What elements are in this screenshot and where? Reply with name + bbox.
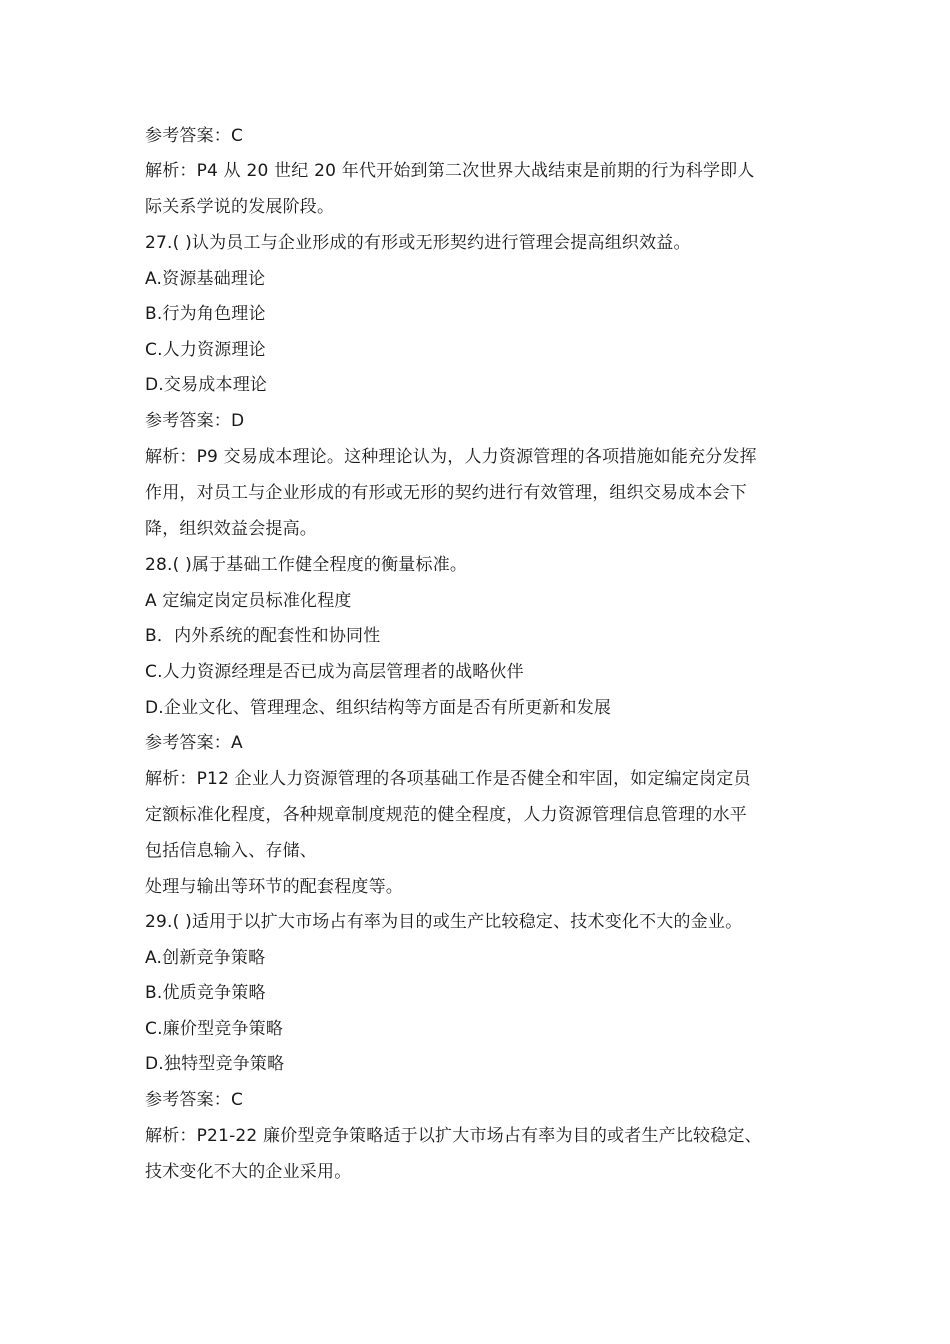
analysis-26-line-2: 际关系学说的发展阶段。 — [145, 197, 335, 217]
analysis-28-line-4: 处理与输出等环节的配套程度等。 — [145, 877, 403, 897]
option-27-d: D.交易成本理论 — [145, 375, 268, 395]
option-29-b: B.优质竞争策略 — [145, 983, 266, 1003]
analysis-27-line-3: 降，组织效益会提高。 — [145, 519, 317, 539]
answer-line-28: 参考答案：A — [145, 733, 243, 753]
analysis-28-line-3: 包括信息输入、存储、 — [145, 841, 317, 861]
answer-line-26: 参考答案：C — [145, 126, 244, 146]
option-28-d: D.企业文化、管理理念、组织结构等方面是否有所更新和发展 — [145, 698, 612, 718]
analysis-27-line-2: 作用，对员工与企业形成的有形或无形的契约进行有效管理，组织交易成本会下 — [145, 483, 747, 503]
answer-line-27: 参考答案：D — [145, 411, 245, 431]
analysis-29-line-2: 技术变化不大的企业采用。 — [145, 1162, 352, 1182]
option-27-b: B.行为角色理论 — [145, 304, 266, 324]
analysis-28-line-1: 解析：P12 企业人力资源管理的各项基础工作是否健全和牢固，如定编定岗定员 — [145, 769, 751, 789]
question-29: 29.( )适用于以扩大市场占有率为目的或生产比较稳定、技术变化不大的金业。 — [145, 912, 743, 932]
option-28-b: B．内外系统的配套性和协同性 — [145, 626, 381, 646]
analysis-29-line-1: 解析：P21-22 廉价型竞争策略适于以扩大市场占有率为目的或者生产比较稳定、 — [145, 1126, 762, 1146]
option-28-a: A 定编定岗定员标准化程度 — [145, 591, 352, 611]
answer-line-29: 参考答案：C — [145, 1090, 244, 1110]
analysis-26-line-1: 解析：P4 从 20 世纪 20 年代开始到第二次世界大战结束是前期的行为科学即人 — [145, 161, 755, 181]
question-27: 27.( )认为员工与企业形成的有形或无形契约进行管理会提高组织效益。 — [145, 233, 691, 253]
option-29-a: A.创新竞争策略 — [145, 948, 266, 968]
analysis-28-line-2: 定额标准化程度，各种规章制度规范的健全程度，人力资源管理信息管理的水平 — [145, 805, 747, 825]
option-29-d: D.独特型竞争策略 — [145, 1054, 285, 1074]
option-28-c: C.人力资源经理是否已成为高层管理者的战略伙伴 — [145, 662, 524, 682]
option-29-c: C.廉价型竞争策略 — [145, 1019, 284, 1039]
question-28: 28.( )属于基础工作健全程度的衡量标准。 — [145, 555, 468, 575]
option-27-a: A.资源基础理论 — [145, 269, 266, 289]
analysis-27-line-1: 解析：P9 交易成本理论。这种理论认为，人力资源管理的各项措施如能充分发挥 — [145, 447, 757, 467]
option-27-c: C.人力资源理论 — [145, 340, 266, 360]
